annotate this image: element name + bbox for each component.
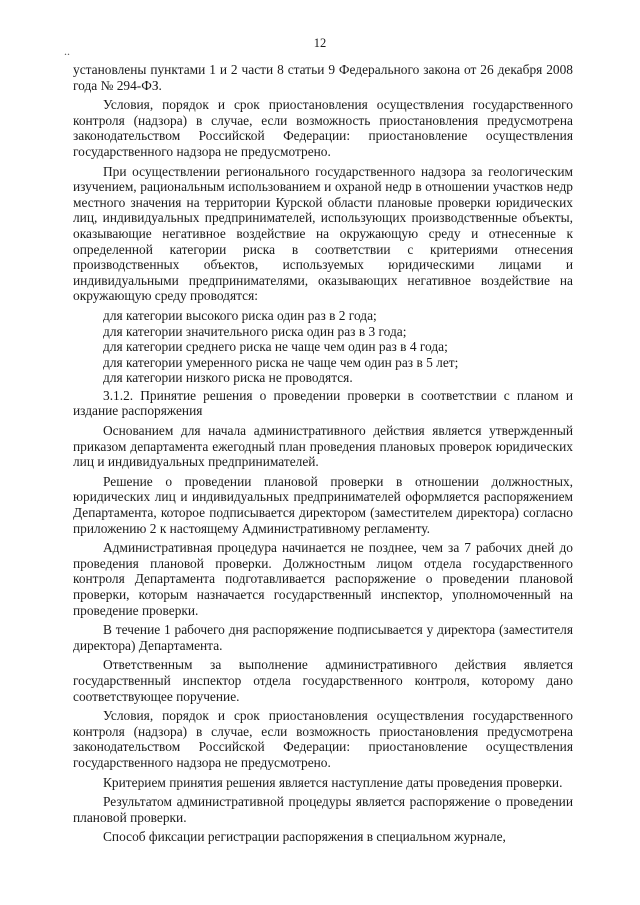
paragraph: При осуществлении регионального государственного надзора за геологическим изучением, рациональным использованием и охраной недр в отношении участков недр местного значения на территории Курской области плановые проверки юридических лиц, индивидуальных предпринимателей, использующих производственные объекты, оказывающие негативное воздействие на окружающую среду и отнесенные к определенной категории риска в соответствии с критериями отнесения производственных объектов, используемых юридическими лицами и индивидуальными предпринимателями, оказывающих негативное воздействие на окружающую среду проводятся: bbox=[73, 163, 573, 304]
list-item: для категории высокого риска один раз в 2 года; bbox=[103, 307, 377, 323]
paragraph: Способ фиксации регистрации распоряжения в специальном журнале, bbox=[103, 829, 506, 845]
paragraph: Критерием принятия решения является наступление даты проведения проверки. bbox=[103, 774, 563, 790]
section-heading: 3.1.2. Принятие решения о проведении проверки в соответствии с планом и издание распоряжения bbox=[73, 387, 573, 419]
list-item: для категории низкого риска не проводятся. bbox=[103, 370, 353, 386]
paragraph: Решение о проведении плановой проверки в отношении должностных, юридических лиц и индивидуальных предпринимателей оформляется распоряжением Департамента, которое подписывается директором (заместителем директора) согласно приложению 2 к настоящему Административному регламенту. bbox=[73, 473, 573, 536]
paragraph: Условия, порядок и срок приостановления осуществления государственного контроля (надзора) в случае, если возможность приостановления предусмотрена законодательством Российской Федерации: приостановление осуществления государственного надзора не предусмотрено. bbox=[73, 708, 573, 770]
scan-mark: .. bbox=[64, 44, 70, 58]
paragraph: В течение 1 рабочего дня распоряжение подписывается у директора (заместителя директора) Департамента. bbox=[73, 622, 573, 653]
paragraph: Ответственным за выполнение административного действия является государственный инспектор отдела государственного контроля, которому дано соответствующее поручение. bbox=[73, 657, 573, 704]
list-item: для категории умеренного риска не чаще чем один раз в 5 лет; bbox=[103, 354, 459, 370]
list-item: для категории среднего риска не чаще чем один раз в 4 года; bbox=[103, 339, 448, 355]
paragraph: Административная процедура начинается не позднее, чем за 7 рабочих дней до проведения плановой проверки. Должностным лицом отдела государственного контроля Департамента подготавливается распоряжение о проведении плановой проверки, которым назначается государственный инспектор, уполномоченный на проведение проверки. bbox=[73, 540, 573, 618]
list-item: для категории значительного риска один раз в 3 года; bbox=[103, 323, 407, 339]
paragraph: Результатом административной процедуры является распоряжение о проведении плановой проверки. bbox=[73, 794, 573, 825]
paragraph: установлены пунктами 1 и 2 части 8 статьи 9 Федерального закона от 26 декабря 2008 года № 294-ФЗ. bbox=[73, 62, 573, 93]
paragraph: Условия, порядок и срок приостановления осуществления государственного контроля (надзора) в случае, если возможность приостановления предусмотрена законодательством Российской Федерации: приостановление осуществления государственного надзора не предусмотрено. bbox=[73, 97, 573, 159]
risk-category-list bbox=[73, 308, 573, 386]
paragraph: Основанием для начала административного действия является утвержденный приказом департамента ежегодный план проведения плановых проверок юридических лиц и индивидуальных предпринимателей. bbox=[73, 423, 573, 470]
page-number: 12 bbox=[313, 36, 327, 50]
document-body bbox=[73, 62, 573, 849]
